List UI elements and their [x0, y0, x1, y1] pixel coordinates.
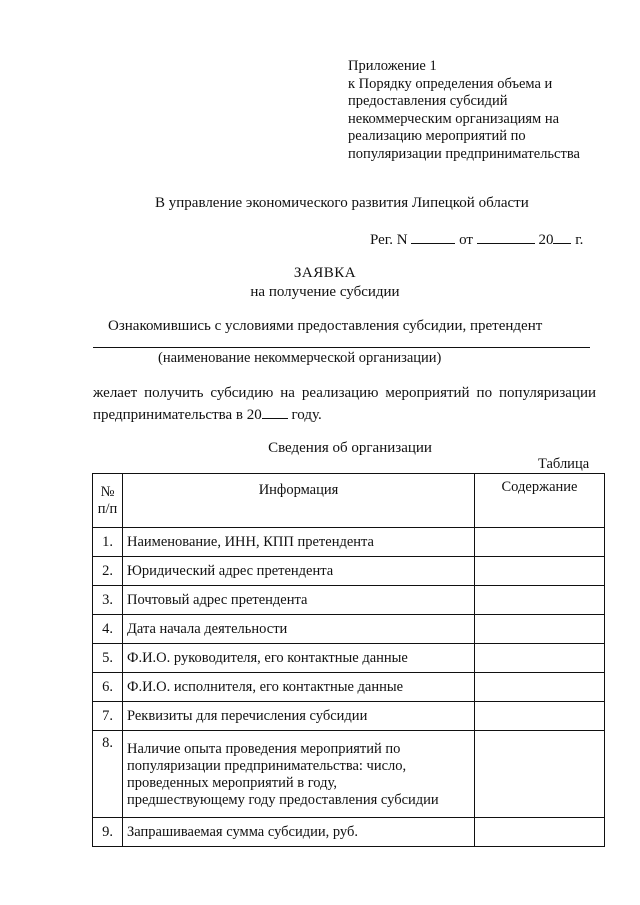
table-row — [93, 586, 605, 615]
appendix-line: предоставления субсидий — [348, 93, 508, 109]
row-number: 6. — [93, 673, 123, 702]
organization-name-blank — [93, 347, 590, 348]
row-content-cell[interactable] — [475, 615, 605, 644]
row-content-cell[interactable] — [475, 702, 605, 731]
table-label: Таблица — [538, 456, 590, 472]
appendix-line: реализацию мероприятий по — [348, 128, 526, 144]
reg-from-label: от — [459, 232, 473, 248]
intro-text: Ознакомившись с условиями предоставления субсидии, претендент — [108, 318, 543, 334]
header-information: Информация — [123, 474, 475, 528]
reg-year-blank — [553, 230, 571, 244]
row-information: Реквизиты для перечисления субсидии — [123, 702, 475, 731]
row-information: Ф.И.О. руководителя, его контактные данные — [123, 644, 475, 673]
reg-year-suffix: г. — [575, 232, 584, 248]
section-title: Сведения об организации — [268, 440, 432, 456]
paragraph-year-prefix: предпринимательства в 20 — [93, 407, 262, 423]
header-content: Содержание — [475, 474, 605, 528]
row-information: Ф.И.О. исполнителя, его контактные данные — [123, 673, 475, 702]
appendix-line: к Порядку определения объема и — [348, 75, 553, 92]
addressee-line: В управление экономического развития Липецкой области — [155, 195, 529, 211]
table-header-row — [93, 474, 605, 528]
table-row — [93, 673, 605, 702]
row-information: Почтовый адрес претендента — [123, 586, 475, 615]
paragraph-year-blank — [262, 405, 288, 419]
reg-date-blank — [477, 230, 535, 244]
appendix-line: Приложение 1 — [348, 58, 437, 74]
row-number: 3. — [93, 586, 123, 615]
row-number: 8. — [93, 731, 123, 818]
organization-name-caption: (наименование некоммерческой организации) — [158, 350, 442, 366]
row-information-line: Наличие опыта проведения мероприятий по — [127, 741, 401, 757]
table-row — [93, 557, 605, 586]
appendix-line: некоммерческим организациям на — [348, 110, 560, 127]
organization-info-table — [92, 473, 605, 847]
row-information-line: предшествующему году предоставления субсидии — [127, 792, 439, 808]
document-subtitle: на получение субсидии — [250, 284, 400, 300]
table-row — [93, 615, 605, 644]
appendix-header — [348, 58, 618, 163]
reg-number-label: Рег. N — [370, 232, 408, 248]
table-row — [93, 818, 605, 847]
header-number — [93, 474, 123, 528]
request-paragraph-line2 — [93, 405, 322, 424]
row-number: 9. — [93, 818, 123, 847]
row-number: 4. — [93, 615, 123, 644]
row-content-cell[interactable] — [475, 528, 605, 557]
row-information — [123, 731, 475, 818]
request-paragraph-line1: желает получить субсидию на реализацию мероприятий по популяризации — [93, 385, 596, 401]
row-content-cell[interactable] — [475, 644, 605, 673]
header-number-abbr: п/п — [97, 500, 118, 517]
row-information: Запрашиваемая сумма субсидии, руб. — [123, 818, 475, 847]
row-number: 5. — [93, 644, 123, 673]
paragraph-year-suffix: году. — [291, 407, 322, 423]
row-information-line: популяризации предпринимательства: число, — [127, 758, 407, 774]
row-content-cell[interactable] — [475, 673, 605, 702]
row-information: Юридический адрес претендента — [123, 557, 475, 586]
row-number: 7. — [93, 702, 123, 731]
row-number: 1. — [93, 528, 123, 557]
table-row — [93, 702, 605, 731]
header-number-symbol: № — [100, 483, 115, 500]
row-content-cell[interactable] — [475, 557, 605, 586]
reg-year-prefix: 20 — [538, 232, 554, 248]
table-row — [93, 731, 605, 818]
row-number: 2. — [93, 557, 123, 586]
table-row — [93, 644, 605, 673]
row-information-line: проведенных мероприятий в году, — [127, 775, 337, 791]
document-title: ЗАЯВКА — [293, 265, 357, 281]
table-row — [93, 528, 605, 557]
registration-line — [370, 230, 583, 249]
row-content-cell[interactable] — [475, 731, 605, 818]
row-content-cell[interactable] — [475, 818, 605, 847]
row-content-cell[interactable] — [475, 586, 605, 615]
row-information: Дата начала деятельности — [123, 615, 475, 644]
row-information: Наименование, ИНН, КПП претендента — [123, 528, 475, 557]
reg-number-blank — [411, 230, 455, 244]
appendix-line: популяризации предпринимательства — [348, 145, 580, 162]
